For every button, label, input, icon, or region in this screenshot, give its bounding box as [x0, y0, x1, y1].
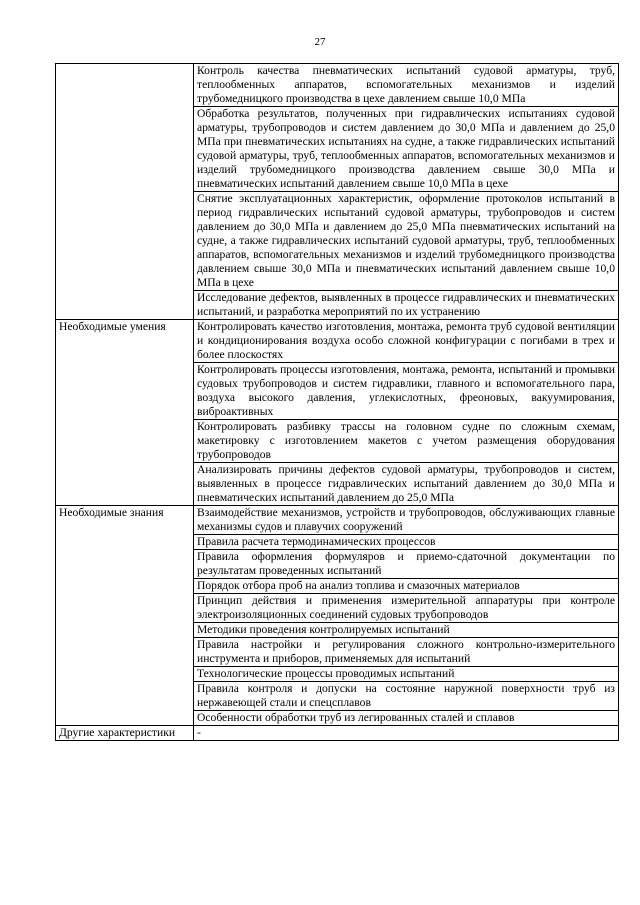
- requirement-cell: Контролировать процессы изготовления, монтажа, ремонта, испытаний и промывки судовых трубопроводов и систем гидравлики, главного и вспомогательного пара, воздуха высокого давления, углекислотных, фреоновых, вакуумирования, виброактивных: [194, 363, 619, 420]
- requirement-cell: Правила расчета термодинамических процессов: [194, 535, 619, 550]
- table-row: [56, 64, 619, 107]
- qualification-table: [55, 63, 619, 741]
- requirement-cell: Правила оформления формуляров и приемо-сдаточной документации по результатам проведенных испытаний: [194, 550, 619, 579]
- table-row: [56, 726, 619, 741]
- requirement-cell: Анализировать причины дефектов судовой арматуры, трубопроводов и систем, выявленных в процессе гидравлических испытаний давлением до 30,0 МПа и пневматических испытаний давлением до 25,0 МПа: [194, 463, 619, 506]
- requirement-cell: Методики проведения контролируемых испытаний: [194, 623, 619, 638]
- requirement-cell: Принцип действия и применения измерительной аппаратуры при контроле электроизоляционных соединений судовых трубопроводов: [194, 594, 619, 623]
- section-label: Необходимые умения: [56, 320, 194, 506]
- requirement-cell: Исследование дефектов, выявленных в процессе гидравлических и пневматических испытаний, и разработка мероприятий по их устранению: [194, 291, 619, 320]
- requirement-cell: -: [194, 726, 619, 741]
- requirement-cell: Контролировать разбивку трассы на головном судне по сложным схемам, макетировку с изготовлением макетов с учетом размещения оборудования трубопроводов: [194, 420, 619, 463]
- requirement-cell: Особенности обработки труб из легированных сталей и сплавов: [194, 711, 619, 726]
- qualification-table-body: [56, 64, 619, 741]
- requirement-cell: Порядок отбора проб на анализ топлива и смазочных материалов: [194, 579, 619, 594]
- table-row: [56, 320, 619, 363]
- requirement-cell: Технологические процессы проводимых испытаний: [194, 667, 619, 682]
- section-label: Другие характеристики: [56, 726, 194, 741]
- page-number: 27: [314, 36, 326, 48]
- requirement-cell: Контролировать качество изготовления, монтажа, ремонта труб судовой вентиляции и кондиционирования воздуха особо сложной конфигурации с погибами в трех и более плоскостях: [194, 320, 619, 363]
- section-label: Необходимые знания: [56, 506, 194, 726]
- section-label: [56, 64, 194, 320]
- requirement-cell: Снятие эксплуатационных характеристик, оформление протоколов испытаний в период гидравлических испытаний судовой арматуры, трубопроводов и систем давлением до 30,0 МПа и давлением до 25,0 МПа пневматических испытаний на судне, а также гидравлических испытаний судовой арматуры, труб, теплообменных аппаратов, вспомогательных механизмов и изделий трубомедницкого производства давлением свыше 30,0 МПа и пневматических испытаний давлением свыше 10,0 МПа в цехе: [194, 192, 619, 291]
- requirement-cell: Правила контроля и допуски на состояние наружной поверхности труб из нержавеющей стали и спецсплавов: [194, 682, 619, 711]
- requirement-cell: Взаимодействие механизмов, устройств и трубопроводов, обслуживающих главные механизмы судов и плавучих сооружений: [194, 506, 619, 535]
- table-row: [56, 506, 619, 535]
- requirement-cell: Обработка результатов, полученных при гидравлических испытаниях судовой арматуры, трубопроводов и систем давлением до 30,0 МПа и давлением до 25,0 МПа при пневматических испытаниях на судне, а также гидравлических испытаний судовой арматуры, труб, теплообменных аппаратов, вспомогательных механизмов и изделий трубомедницкого производства давлением свыше 30,0 МПа и пневматических испытаний давлением свыше 10,0 МПа в цехе: [194, 107, 619, 192]
- requirement-cell: Правила настройки и регулирования сложного контрольно-измерительного инструмента и приборов, применяемых для испытаний: [194, 638, 619, 667]
- requirement-cell: Контроль качества пневматических испытаний судовой арматуры, труб, теплообменных аппаратов, вспомогательных механизмов и изделий трубомедницкого производства в цехе давлением свыше 10,0 МПа: [194, 64, 619, 107]
